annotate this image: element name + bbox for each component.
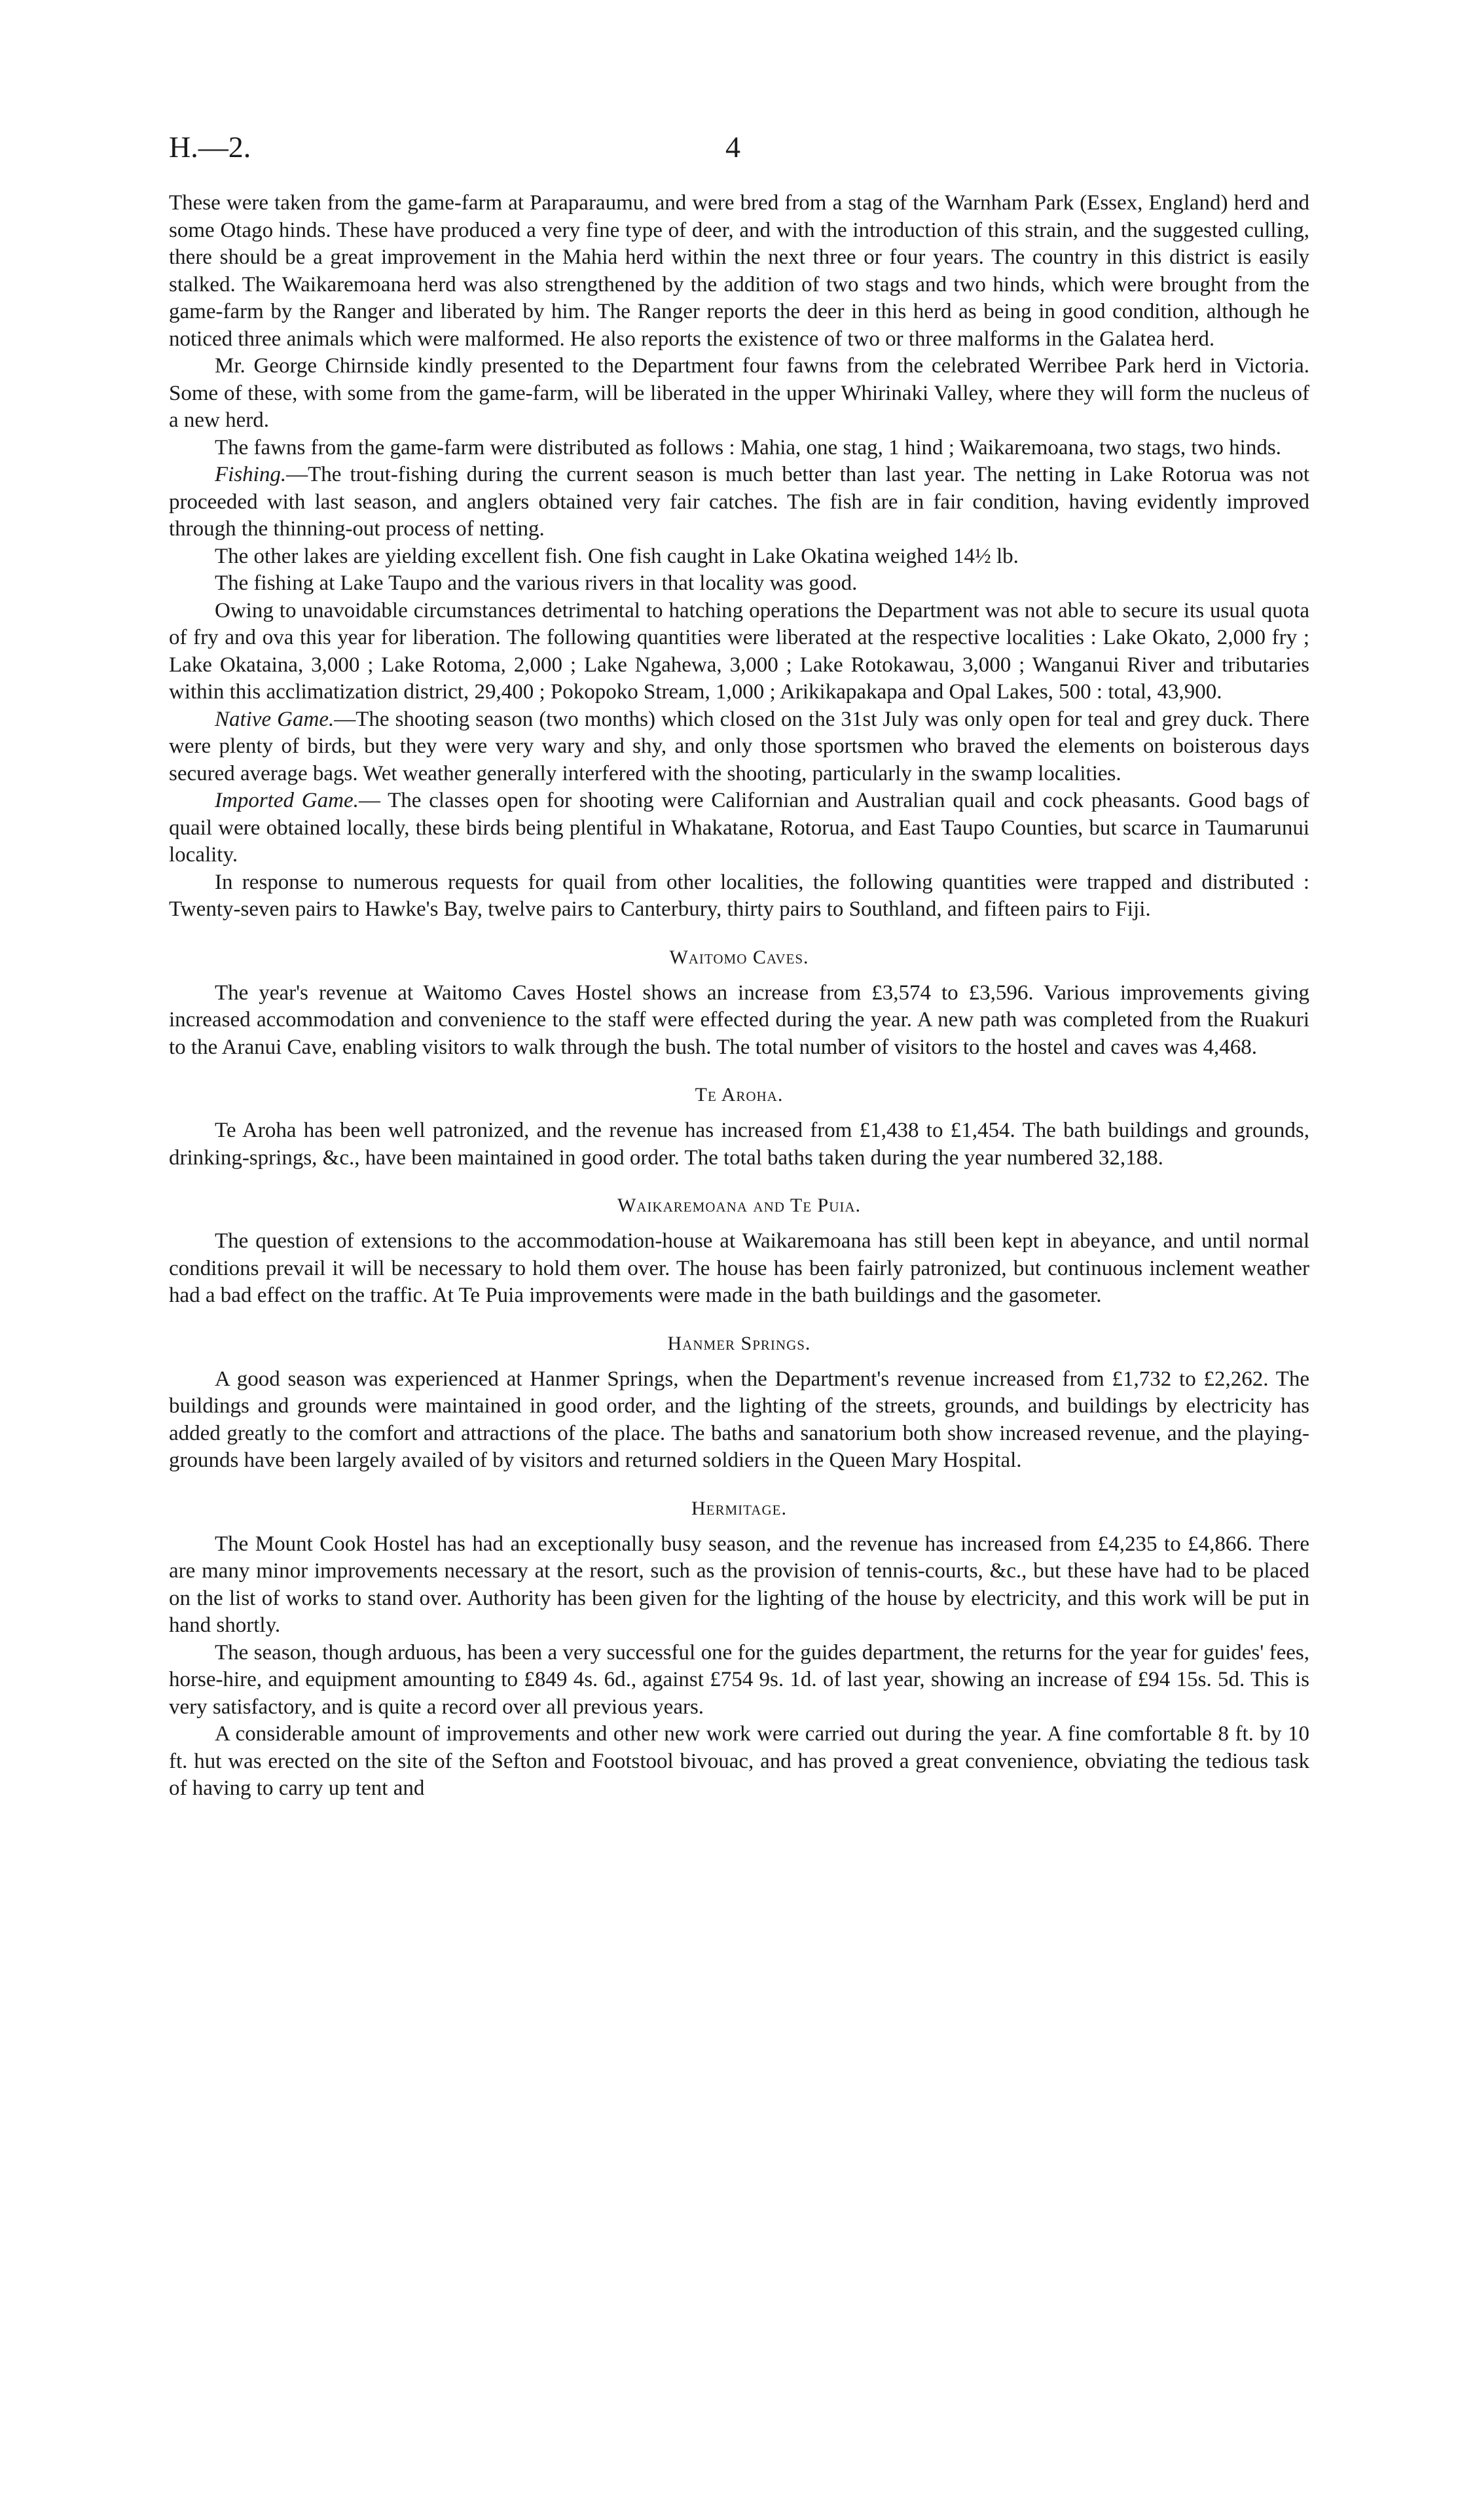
- paragraph-quail-distribution: In response to numerous requests for quail from other localities, the following quantities were trapped and distributed : Twenty-seven pairs to Hawke's Bay, twelve pairs to Canterbury, thirty pairs to Southland, and fifteen pairs to Fiji.: [169, 870, 1309, 921]
- document-reference: H.—2.: [169, 130, 251, 164]
- paragraph-guides-department: The season, though arduous, has been a very successful one for the guides department, the returns for the year for guides' fees, horse-hire, and equipment amounting to £849 4s. 6d., against £754 9s. 1d. of last year, showing an increase of £94 15s. 5d. This is very satisfactory, and is quite a record over all previous years.: [169, 1640, 1309, 1719]
- paragraph-waikaremoana: The question of extensions to the accommodation-house at Waikaremoana has still been kept in abeyance, and until normal conditions prevail it will be necessary to hold them over. The house has been fairly patronized, but continuous inclement weather had a bad effect on the traffic. At Te Puia improvements were made in the bath buildings and the gasometer.: [169, 1229, 1309, 1307]
- imported-game-label: Imported Game.: [215, 789, 359, 812]
- imported-game-text: — The classes open for shooting were Californian and Australian quail and cock pheasants. Good bags of quail were obtained locally, these birds being plentiful in Whakatane, Rotorua, and East Taupo Counties, but scarce in Taumarunui locality.: [169, 789, 1309, 867]
- paragraph-improvements: A considerable amount of improvements and other new work were carried out during the year. A fine comfortable 8 ft. by 10 ft. hut was erected on the site of the Sefton and Footstool bivouac, and has proved a great convenience, obviating the tedious task of having to carry up tent and: [169, 1722, 1309, 1800]
- paragraph-fishing: [169, 461, 1309, 543]
- heading-waikaremoana-te-puia: Waikaremoana and Te Puia.: [617, 1195, 862, 1216]
- paragraph-te-aroha: Te Aroha has been well patronized, and the revenue has increased from £1,438 to £1,454. The bath buildings and grounds, drinking-springs, &c., have been maintained in good order. The total baths taken during the year numbered 32,188.: [169, 1119, 1309, 1170]
- native-game-label: Native Game.: [215, 707, 335, 731]
- heading-te-aroha: Te Aroha.: [695, 1084, 784, 1106]
- page-number: 4: [725, 130, 740, 164]
- paragraph-chirnside-fawns: Mr. George Chirnside kindly presented to the Department four fawns from the celebrated Werribee Park herd in Victoria. Some of these, with some from the game-farm, will be liberated in the upper Whirinaki Valley, where they will form the nucleus of a new herd.: [169, 354, 1309, 432]
- paragraph-fawn-distribution: The fawns from the game-farm were distributed as follows : Mahia, one stag, 1 hind ; Waikaremoana, two stags, two hinds.: [215, 435, 1281, 459]
- paragraph-imported-game: [169, 787, 1309, 869]
- fishing-text: —The trout-fishing during the current season is much better than last year. The netting in Lake Rotorua was not proceeded with last season, and anglers obtained very fair catches. The fish are in fair condition, having evidently improved through the thinning-out process of netting.: [169, 463, 1309, 541]
- heading-hanmer-springs: Hanmer Springs.: [667, 1332, 811, 1354]
- paragraph-waitomo: The year's revenue at Waitomo Caves Hostel shows an increase from £3,574 to £3,596. Various improvements giving increased accommodation and convenience to the staff were effected during the year. A new path was completed from the Ruakuri to the Aranui Cave, enabling visitors to walk through the bush. The total number of visitors to the hostel and caves was 4,468.: [169, 981, 1309, 1059]
- paragraph-fry-liberation: Owing to unavoidable circumstances detrimental to hatching operations the Department was not able to secure its usual quota of fry and ova this year for liberation. The following quantities were liberated at the respective localities : Lake Okato, 2,000 fry ; Lake Okataina, 3,000 ; Lake Rotoma, 2,000 ; Lake Ngahewa, 3,000 ; Lake Rotokawau, 3,000 ; Wanganui River and tributaries within this acclimatization district, 29,400 ; Pokopoko Stream, 1,000 ; Arikikapakapa and Opal Lakes, 500 : total, 43,900.: [169, 598, 1309, 704]
- heading-hermitage: Hermitage.: [691, 1497, 787, 1519]
- paragraph-native-game: [169, 706, 1309, 788]
- paragraph-hanmer: A good season was experienced at Hanmer Springs, when the Department's revenue increased from £1,732 to £2,262. The buildings and grounds were maintained in good order, and the lighting of the streets, grounds, and buildings by electricity has added greatly to the comfort and attractions of the place. The baths and sanatorium both show increased revenue, and the playing-grounds have been largely availed of by visitors and returned soldiers in the Queen Mary Hospital.: [169, 1367, 1309, 1472]
- paragraph-other-lakes: The other lakes are yielding excellent fish. One fish caught in Lake Okatina weighed 14½ lb.: [215, 544, 1019, 568]
- paragraph-deer-herds: These were taken from the game-farm at Paraparaumu, and were bred from a stag of the Warnham Park (Essex, England) herd and some Otago hinds. These have produced a very fine type of deer, and with the introduction of this strain, and the suggested culling, there should be a great improvement in the Mahia herd within the next three or four years. The country in this district is easily stalked. The Waikaremoana herd was also strengthened by the addition of two stags and two hinds, which were brought from the game-farm by the Ranger and liberated by him. The Ranger reports the deer in this herd as being in good condition, although he noticed three animals which were malformed. He also reports the existence of two or three malforms in the Galatea herd.: [169, 191, 1309, 351]
- fishing-label: Fishing.: [215, 463, 287, 486]
- native-game-text: —The shooting season (two months) which closed on the 31st July was only open for teal and grey duck. There were plenty of birds, but they were very wary and shy, and only those sportsmen who braved the elements on boisterous days secured average bags. Wet weather generally interfered with the shooting, particularly in the swamp localities.: [169, 707, 1309, 785]
- paragraph-mount-cook-hostel: The Mount Cook Hostel has had an exceptionally busy season, and the revenue has increased from £4,235 to £4,866. There are many minor improvements necessary at the resort, such as the provision of tennis-courts, &c., but these have had to be placed on the list of works to stand over. Authority has been given for the lighting of the house by electricity, and this work will be put in hand shortly.: [169, 1532, 1309, 1637]
- scan-mark: [1468, 1210, 1477, 1233]
- page-body: [169, 190, 1309, 1803]
- heading-waitomo-caves: Waitomo Caves.: [669, 946, 809, 968]
- paragraph-lake-taupo: The fishing at Lake Taupo and the various rivers in that locality was good.: [215, 571, 858, 595]
- page-header: [169, 124, 1321, 170]
